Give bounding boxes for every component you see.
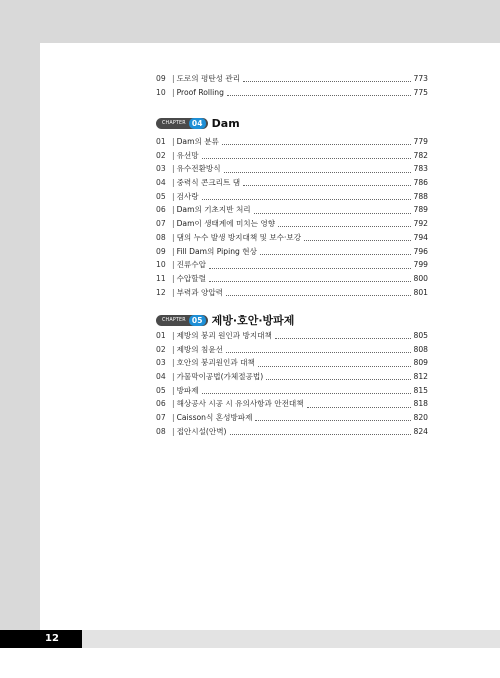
dot-leader — [278, 218, 410, 227]
toc-entry[interactable] — [156, 149, 428, 163]
toc-entry[interactable] — [156, 329, 428, 343]
entry-number: 05 — [156, 385, 166, 395]
entry-separator: | — [172, 232, 175, 242]
chapter-05-header[interactable] — [156, 312, 294, 328]
entry-number: 03 — [156, 358, 166, 368]
entry-page: 775 — [413, 87, 428, 97]
entry-separator: | — [172, 426, 175, 436]
dot-leader — [202, 385, 411, 394]
entry-number: 06 — [156, 205, 166, 215]
entry-number: 01 — [156, 331, 166, 340]
entry-number: 08 — [156, 426, 166, 436]
entry-page: 788 — [413, 191, 428, 201]
chapter-badge — [156, 315, 208, 326]
entry-separator: | — [172, 260, 175, 270]
dot-leader — [307, 399, 411, 408]
dot-leader — [202, 150, 411, 159]
chapter-label: CHAPTER — [162, 121, 186, 126]
entry-title: Proof Rolling — [176, 87, 224, 97]
entry-page: 818 — [413, 399, 428, 409]
entry-separator: | — [172, 413, 175, 423]
entry-page: 805 — [413, 331, 428, 340]
entry-separator: | — [172, 150, 175, 160]
bottom-margin — [0, 648, 500, 678]
toc-entry[interactable] — [156, 343, 428, 357]
toc-entry[interactable] — [156, 286, 428, 300]
entry-number: 04 — [156, 178, 166, 188]
top-margin-band — [0, 0, 500, 43]
toc-entry[interactable] — [156, 384, 428, 398]
chapter-title: Dam — [211, 117, 240, 130]
toc-entry[interactable] — [156, 245, 428, 259]
toc-entry[interactable] — [156, 356, 428, 370]
dot-leader — [258, 358, 411, 367]
entry-title: 부력과 양압력 — [176, 287, 223, 297]
toc-entry[interactable] — [156, 397, 428, 411]
entry-page: 815 — [413, 385, 428, 395]
dot-leader — [227, 87, 411, 96]
entry-page: 782 — [413, 150, 428, 160]
toc-entry[interactable] — [156, 370, 428, 384]
entry-page: 812 — [413, 372, 428, 382]
entry-title: 가물막이공법(가체절공법) — [176, 372, 264, 382]
toc-entry[interactable] — [156, 162, 428, 176]
toc-entry[interactable] — [156, 217, 428, 231]
entry-page: 808 — [413, 344, 428, 354]
entry-separator: | — [172, 164, 175, 174]
chapter-title: 제방·호안·방파제 — [211, 314, 295, 327]
entry-title: Dam의 분류 — [176, 137, 219, 146]
entry-number: 07 — [156, 219, 166, 229]
toc-continuation-list — [156, 72, 428, 99]
entry-number: 10 — [156, 87, 166, 97]
entry-page: 824 — [413, 426, 428, 436]
toc-entry[interactable] — [156, 272, 428, 286]
entry-separator: | — [172, 205, 175, 215]
entry-separator: | — [172, 331, 175, 340]
entry-number: 02 — [156, 344, 166, 354]
entry-page: 789 — [413, 205, 428, 215]
entry-title: Dam이 생태계에 미치는 영향 — [176, 219, 276, 229]
entry-number: 04 — [156, 372, 166, 382]
toc-entry[interactable] — [156, 72, 428, 86]
dot-leader — [243, 177, 410, 186]
entry-separator: | — [172, 191, 175, 201]
entry-page: 786 — [413, 178, 428, 188]
chapter-badge — [156, 118, 208, 129]
entry-separator: | — [172, 137, 175, 146]
entry-number: 03 — [156, 164, 166, 174]
toc-entry[interactable] — [156, 190, 428, 204]
dot-leader — [275, 330, 411, 339]
entry-separator: | — [172, 287, 175, 297]
entry-title: 중력식 콘크리트 댐 — [176, 178, 241, 188]
entry-page: 794 — [413, 232, 428, 242]
entry-title: 접안시설(안벽) — [176, 426, 227, 436]
entry-number: 10 — [156, 260, 166, 270]
dot-leader — [260, 246, 411, 255]
entry-title: 호안의 붕괴원인과 대책 — [176, 358, 255, 368]
entry-separator: | — [172, 246, 175, 256]
entry-title: 수압할렬 — [176, 273, 206, 283]
entry-title: 진류수압 — [176, 260, 206, 270]
entry-title: Fill Dam의 Piping 현상 — [176, 246, 257, 256]
page-number: 12 — [0, 630, 82, 648]
chapter-number: 04 — [189, 118, 206, 129]
entry-page: 800 — [413, 273, 428, 283]
dot-leader — [266, 371, 410, 380]
dot-leader — [226, 287, 411, 296]
entry-title: Caisson식 혼성방파제 — [176, 413, 253, 423]
entry-separator: | — [172, 273, 175, 283]
left-margin-band — [0, 0, 40, 630]
entry-number: 05 — [156, 191, 166, 201]
entry-separator: | — [172, 219, 175, 229]
entry-separator: | — [172, 87, 175, 97]
entry-number: 09 — [156, 74, 166, 83]
entry-page: 809 — [413, 358, 428, 368]
entry-page: 820 — [413, 413, 428, 423]
entry-title: 제방의 붕괴 원인과 방지대책 — [176, 331, 272, 340]
chapter-label: CHAPTER — [162, 317, 186, 323]
toc-entry[interactable] — [156, 425, 428, 439]
toc-entry[interactable] — [156, 86, 428, 100]
entry-title: 제방의 침윤선 — [176, 344, 223, 354]
entry-page: 783 — [413, 164, 428, 174]
chapter-05-list — [156, 329, 428, 439]
entry-title: 검사랑 — [176, 191, 199, 201]
entry-page: 801 — [413, 287, 428, 297]
entry-number: 11 — [156, 273, 166, 283]
toc-entry[interactable] — [156, 203, 428, 217]
entry-number: 08 — [156, 232, 166, 242]
entry-separator: | — [172, 344, 175, 354]
entry-separator: | — [172, 372, 175, 382]
entry-page: 773 — [413, 74, 428, 83]
entry-separator: | — [172, 358, 175, 368]
dot-leader — [222, 136, 411, 145]
dot-leader — [254, 205, 411, 214]
dot-leader — [230, 426, 411, 435]
entry-number: 12 — [156, 287, 166, 297]
toc-entry[interactable] — [156, 258, 428, 272]
dot-leader — [226, 344, 411, 353]
entry-page: 792 — [413, 219, 428, 229]
entry-page: 796 — [413, 246, 428, 256]
dot-leader — [304, 232, 410, 241]
entry-number: 02 — [156, 150, 166, 160]
entry-page: 779 — [413, 137, 428, 146]
toc-entry[interactable] — [156, 231, 428, 245]
entry-title: 댐의 누수 발생 방지대책 및 보수·보강 — [176, 232, 302, 242]
dot-leader — [209, 273, 411, 282]
dot-leader — [209, 260, 411, 269]
chapter-04-list — [156, 135, 428, 299]
entry-title: Dam의 기초지반 처리 — [176, 205, 251, 215]
toc-entry[interactable] — [156, 411, 428, 425]
dot-leader — [243, 73, 410, 82]
entry-title: 방파제 — [176, 385, 199, 395]
entry-separator: | — [172, 399, 175, 409]
entry-title: 유수전환방식 — [176, 164, 221, 174]
chapter-number: 05 — [189, 315, 206, 326]
entry-title: 유선망 — [176, 150, 199, 160]
entry-title: 도로의 평탄성 관리 — [176, 74, 241, 83]
entry-separator: | — [172, 74, 175, 83]
toc-entry[interactable] — [156, 135, 428, 149]
entry-number: 01 — [156, 137, 166, 146]
toc-entry[interactable] — [156, 176, 428, 190]
dot-leader — [255, 412, 410, 421]
dot-leader — [224, 164, 411, 173]
dot-leader — [202, 191, 411, 200]
entry-number: 06 — [156, 399, 166, 409]
chapter-04-header[interactable] — [156, 117, 240, 130]
entry-number: 09 — [156, 246, 166, 256]
entry-separator: | — [172, 178, 175, 188]
entry-number: 07 — [156, 413, 166, 423]
entry-title: 해상공사 시공 시 유의사항과 안전대책 — [176, 399, 304, 409]
entry-page: 799 — [413, 260, 428, 270]
entry-separator: | — [172, 385, 175, 395]
